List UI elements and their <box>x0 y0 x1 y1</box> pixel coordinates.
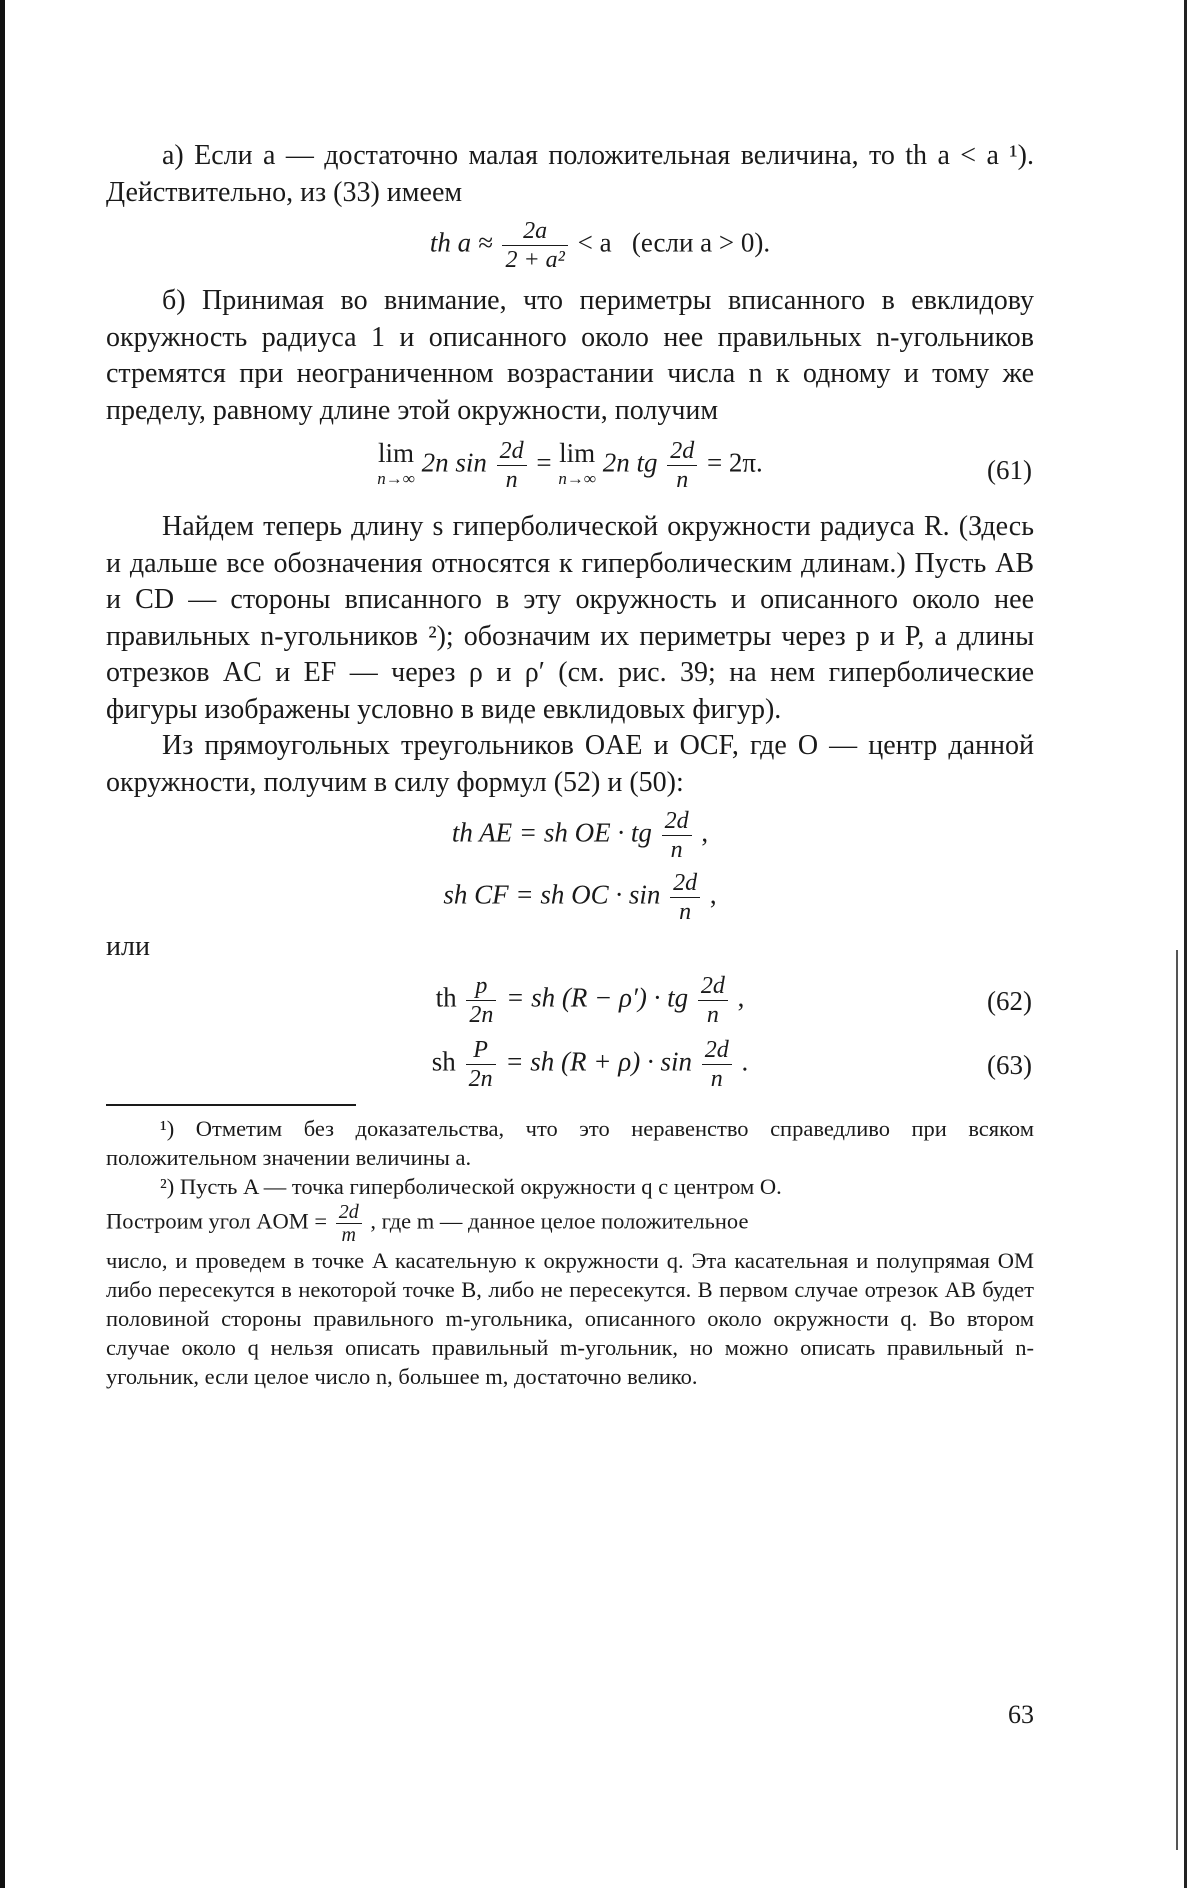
eq61-end: = 2π. <box>706 447 763 478</box>
paragraph-a: а) Если a — достаточно малая положительная величина, то th a < a ¹). Действительно, из (33) имеем <box>106 140 1034 208</box>
eq61-fraction-1: $\frac{2d}{n}$ <box>497 437 527 494</box>
equation-sh-cf: sh CF = sh OC · sin $\frac{2d}{n}$ , <box>443 870 717 925</box>
paragraph-d: Из прямоугольных треугольников OAE и OCF, где O — центр данной окружности, получим в силу формул (52) и (50): <box>106 730 1034 798</box>
footnote-divider <box>106 1104 356 1106</box>
equation-62: th $\frac{p}{2n}$ = sh (R − ρ′) · tg $\frac{2d}{n}$ , (62) <box>435 972 1032 1028</box>
eq-th-a-right: < a (если a > 0). <box>577 227 771 258</box>
eq-th-a-fraction: $\frac{2a}{\text{2 + a²}}$ <box>502 217 567 274</box>
equation-63: sh $\frac{P}{2n}$ = sh (R + ρ) · sin $\frac{2d}{n}$ . (63) <box>431 1036 1032 1092</box>
eq61-term-tg: 2n tg <box>602 447 658 478</box>
eq61-equals: = <box>536 447 552 478</box>
equation-number-62: (62) <box>987 985 1032 1016</box>
eq61-term-sin: 2n sin <box>421 447 487 478</box>
book-page <box>106 138 1034 1729</box>
limit-operator-1: lim n→∞ <box>377 437 415 488</box>
word-ili: или <box>106 931 150 962</box>
scan-edge-right-inner <box>1176 950 1178 1850</box>
scan-edge-left <box>0 0 5 1888</box>
footnote-2-fraction: $\frac{2d}{m}$ <box>336 1201 362 1246</box>
limit-operator-2: lim n→∞ <box>558 437 596 488</box>
eq61-fraction-2: $\frac{2d}{n}$ <box>667 437 697 494</box>
footnote-2-line-1: ²) Пусть A — точка гиперболической окружности q с центром O. <box>160 1173 782 1199</box>
footnote-1: ¹) Отметим без доказательства, что это неравенство справедливо при всяком положительном значении величины a. <box>106 1115 1034 1170</box>
footnote-2-body: число, и проведем в точке A касательную к окружности q. Эта касательная и полупрямая OM либо пересекутся в некоторой точке B, либо не пересекутся. В первом случае отрезок AB будет половиной стороны правильного m-угольника, описанного около окружности q. Во втором случае около q нельзя описать правильный m-угольник, но можно описать правильный n-угольник, если целое число n, большее m, достаточно велико. <box>106 1247 1034 1389</box>
eq-th-a-left: th a ≈ <box>429 227 493 258</box>
equation-number-63: (63) <box>987 1049 1032 1080</box>
footnote-2-line-2: Построим угол AOM = $\frac{2d}{m}$ , где m — данное целое положительное <box>106 1200 749 1246</box>
paragraph-c: Найдем теперь длину s гиперболической окружности радиуса R. (Здесь и дальше все обозначения относятся к гиперболическим длинам.) Пусть AB и CD — стороны вписанного в эту окружность и описанного около нее правильных n-угольников ²); обозначим их периметры через p и P, а длины отрезков AC и EF — через ρ и ρ′ (см. рис. 39; на нем гиперболические фигуры изображены условно в виде евклидовых фигур). <box>106 511 1034 725</box>
equation-th-ae: th AE = sh OE · tg $\frac{2d}{n}$ , <box>451 808 709 863</box>
page-number: 63 <box>1008 1700 1034 1729</box>
equation-number-61: (61) <box>987 455 1032 485</box>
paragraph-b: б) Принимая во внимание, что периметры вписанного в евклидову окружность радиуса 1 и описанного около нее правильных n-угольников стремятся при неограниченном возрастании числа n к одному и тому же пределу, равному длине этой окружности, получим <box>106 285 1034 426</box>
equation-61 <box>106 429 1034 509</box>
equation-th-a <box>106 211 1034 283</box>
scan-edge-right <box>1184 0 1187 1888</box>
